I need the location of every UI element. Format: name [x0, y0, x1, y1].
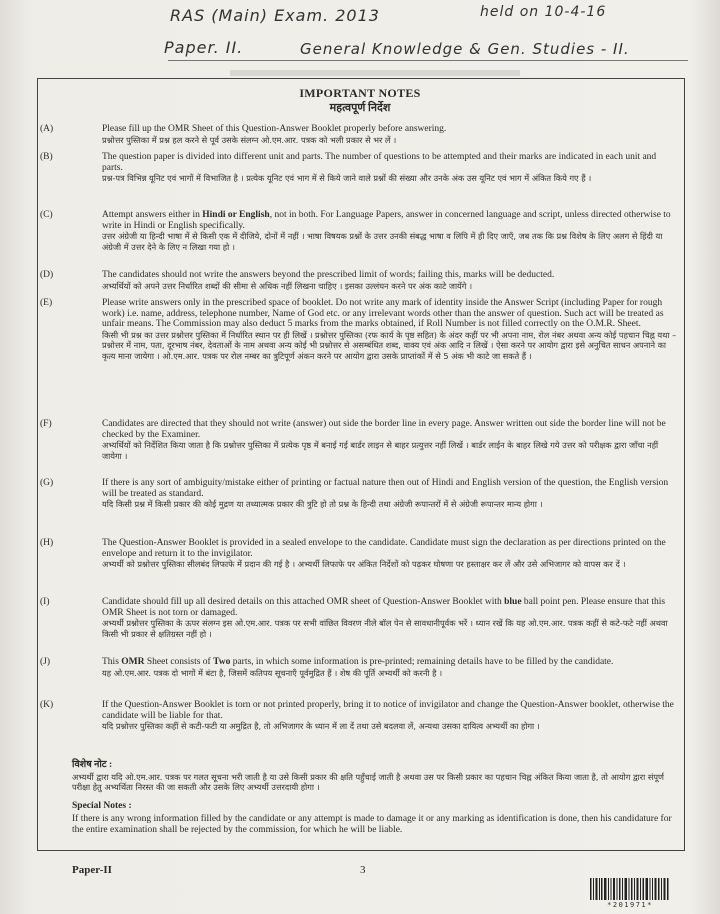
note-text-hindi: किसी भी प्रश्न का उत्तर प्रश्नोत्तर पुस्तिका में निर्धारित स्थान पर ही लिखें । प्रश्नोत्तर पुस्तिका (रफ कार्य के पृष्ठ सहित) के अंदर कहीं पर भी अपना नाम, रोल नंबर अथवा अन्य कोई पहचान चिह्न यथा – प्रश्नोत्तर में नाम, पता, दूरभाष नंबर, देवताओं के नाम अथवा अन्य कोई भी प्रश्नोत्तर से असम्बंधित शब्द, वाक्य एवं अंक आदि न लिखें । ऐसा करने पर आयोग द्वारा इसे अनुचित साधन अपनाने का कृत्य माना जायेगा । ओ.एम.आर. पत्रक पर रोल नम्बर का त्रुटिपूर्ण अंकन करने पर आयोग द्वारा उसके प्राप्तांकों में से 5 अंक भी काटे जा सकते हैं । [102, 329, 677, 361]
faint-bleed-through [230, 70, 520, 76]
note-text-hindi: अभ्यर्थियों को निर्देशित किया जाता है कि प्रश्नोत्तर पुस्तिका में प्रत्येक पृष्ठ में बनाई गई बार्डर लाइन से बाहर प्रत्युत्तर नहीं लिखें । बार्डर लाईन के बाहर लिखे गये उत्तर को परीक्षक द्वारा जाँचा नहीं जायेगा । [102, 440, 659, 461]
text-segment: ball point pen. Please ensure that this OMR Sheet is not torn or damaged. [102, 597, 666, 618]
note-letter: (C) [40, 210, 53, 220]
text-bold: Hindi or English [202, 210, 270, 220]
note-text-hindi: प्रश्न-पत्र विभिन्न यूनिट एवं भागों में विभाजित है । प्रत्येक यूनिट एवं भाग में से किये जाने वाले प्रश्नों की संख्या और उनके अंक उस यूनिट एवं भाग में अंकित किये गए हैं । [102, 173, 592, 184]
note-text-english [102, 210, 677, 231]
barcode-number: *201971* [607, 901, 653, 909]
note-letter: (A) [40, 124, 54, 134]
notes-title-hindi: महत्वपूर्ण निर्देश [329, 102, 391, 114]
note-text-english: The Question-Answer Booklet is provided in a sealed envelope to the candidate. Candidate must sign the declaration as per directions printed on the envelope and return it to the invigilator. [102, 538, 666, 559]
text-segment: Attempt answers either in [102, 210, 203, 220]
barcode-icon [590, 878, 670, 900]
notes-border-box [37, 78, 685, 851]
note-letter: (K) [40, 700, 54, 710]
special-note-english-body: If there is any wrong information filled by the candidate or any attempt is made to damage it or any marking as identification is done, then his candidature for the entire examination shall be rejected by the commission, for which he will be liable. [72, 814, 672, 835]
handwritten-paper-number: Paper. II. [164, 38, 244, 57]
note-text-hindi: प्रश्नोत्तर पुस्तिका में प्रश्न हल करने से पूर्व उसके संलग्न ओ.एम.आर. पत्रक को भली प्रकार से भर लें । [102, 134, 397, 145]
note-text-english: If the Question-Answer Booklet is torn or not printed properly, bring it to notice of invigilator and change the Question-Answer booklet, otherwise the candidate will be liable for that. [102, 700, 674, 721]
note-text-hindi: उत्तर अंग्रेजी या हिन्दी भाषा में से किसी एक में दीजिये, दोनों में नहीं । भाषा विषयक प्रश्नों के उत्तर उनकी संबद्ध भाषा व लिपि में ही दिए जाएँ, जब तक कि प्रश्न विशेष के लिए अलग से हिंदी या अंग्रेजी में उत्तर देने के लिए न लिखा गया हो । [102, 231, 663, 252]
special-note-hindi-heading: विशेष नोट : [72, 760, 113, 770]
note-letter: (G) [40, 478, 54, 488]
note-letter: (J) [40, 657, 51, 667]
text-segment: parts, in which some information is pre-printed; remaining details have to be filled by the candidate. [230, 657, 614, 667]
text-bold: blue [504, 597, 522, 607]
note-text-hindi: अभ्यर्थी प्रश्नोत्तर पुस्तिका के ऊपर संलग्न इस ओ.एम.आर. पत्रक पर सभी वांछित विवरण नीले बॉल पेन से सावधानीपूर्वक भरें । ध्यान रखें कि यह ओ.एम.आर. पत्रक कहीं से कटे-फटे नहीं अथवा किसी भी प्रकार से क्षतिग्रस्त नहीं हो । [102, 618, 668, 639]
footer-paper-label: Paper-II [72, 864, 112, 876]
note-text-english: Please write answers only in the prescribed space of booklet. Do not write any mark of identity inside the Answer Script (including Paper for rough work) i.e. name, address, telephone number, Name of God etc. or any irrelevant words other than the answer of question. Such act will be treated as unfair means. The Commission may also deduct 5 marks from the marks obtained, if Roll Number is not filled correctly on the O.M.R. Sheet. [102, 298, 664, 330]
text-segment: This [102, 657, 122, 667]
note-letter: (H) [40, 538, 54, 548]
handwritten-exam-date: held on 10-4-16 [480, 4, 607, 20]
note-text-english [102, 657, 677, 668]
text-segment: , not in both. For Language Papers, answer in concerned language and script, unless directed otherwise to write in Hindi or English specifically. [102, 210, 671, 231]
note-text-hindi: अभ्यर्थियों को अपने उत्तर निर्धारित शब्दों की सीमा से अधिक नहीं लिखना चाहिए । इसका उल्लंघन करने पर अंक काटे जायेंगे । [102, 280, 473, 291]
text-segment: Sheet consists of [144, 657, 214, 667]
handwritten-exam-title: RAS (Main) Exam. 2013 [170, 6, 380, 25]
note-text-english [102, 597, 677, 618]
note-text-english: Please fill up the OMR Sheet of this Question-Answer Booklet properly before answering. [102, 124, 447, 134]
note-letter: (I) [40, 597, 50, 607]
note-letter: (E) [40, 298, 53, 308]
note-text-hindi: यदि किसी प्रश्न में किसी प्रकार की कोई मुद्रण या तथ्यात्मक प्रकार की त्रुटि हो तो प्रश्न के हिन्दी तथा अंग्रेजी रूपान्तरों में से अंग्रेजी रूपान्तर मान्य होगा । [102, 499, 543, 510]
note-text-english: Candidates are directed that they should not write (answer) out side the border line in every page. Answer written out side the border line will not be checked by the Examiner. [102, 419, 666, 440]
note-text-english: If there is any sort of ambiguity/mistake either of printing or factual nature then out of Hindi and English version of the question, the English version will be treated as standard. [102, 478, 669, 499]
handwritten-underline [168, 60, 688, 61]
text-segment: Candidate should fill up all desired details on this attached OMR sheet of Question-Answer Booklet with [102, 597, 505, 607]
note-text-hindi: अभ्यर्थी को प्रश्नोत्तर पुस्तिका सीलबंद लिफाफे में प्रदान की गई है । अभ्यर्थी लिफाफे पर अंकित निर्देशों को पढ़कर घोषणा पर हस्ताक्षर कर लें और उसे अभिजागर को वापस कर दें । [102, 559, 626, 570]
note-letter: (D) [40, 270, 54, 280]
note-text-hindi: यह ओ.एम.आर. पत्रक दो भागों में बंटा है, जिसमें कतिपय सूचनाएँ पूर्वमुद्रित हैं । शेष की पूर्ति अभ्यर्थी को करनी है । [102, 667, 443, 678]
special-note-hindi-body: अभ्यर्थी द्वारा यदि ओ.एम.आर. पत्रक पर गलत सूचना भरी जाती है या उसे किसी प्रकार की क्षति पहुँचाई जाती है अथवा उस पर किसी प्रकार का पहचान चिह्न अंकित किया जाता है, तो आयोग द्वारा संपूर्ण परीक्षा हेतु अभ्यर्थिता निरस्त की जा सकती और उसके लिए अभ्यर्थी उत्तरदायी होगा । [72, 772, 664, 793]
page-number: 3 [360, 864, 366, 876]
notes-title-english: IMPORTANT NOTES [299, 86, 421, 100]
note-text-english: The question paper is divided into different unit and parts. The number of questions to be attempted and their marks are indicated in each unit and parts. [102, 152, 657, 173]
note-letter: (B) [40, 152, 53, 162]
special-note-english-heading: Special Notes : [72, 801, 132, 811]
text-bold: Two [213, 657, 231, 667]
note-text-hindi: यदि प्रश्नोत्तर पुस्तिका कहीं से कटी-फटी या अमुद्रित है, तो अभिजागर के ध्यान में ला दें तथा उसे बदलवा लें, अन्यथा उसका दायित्व अभ्यर्थी का होगा । [102, 721, 540, 732]
note-text-english: The candidates should not write the answers beyond the prescribed limit of words; failing this, marks will be deducted. [102, 270, 555, 280]
handwritten-subject: General Knowledge & Gen. Studies - II. [300, 40, 630, 58]
text-bold: OMR [121, 657, 145, 667]
note-letter: (F) [40, 419, 52, 429]
